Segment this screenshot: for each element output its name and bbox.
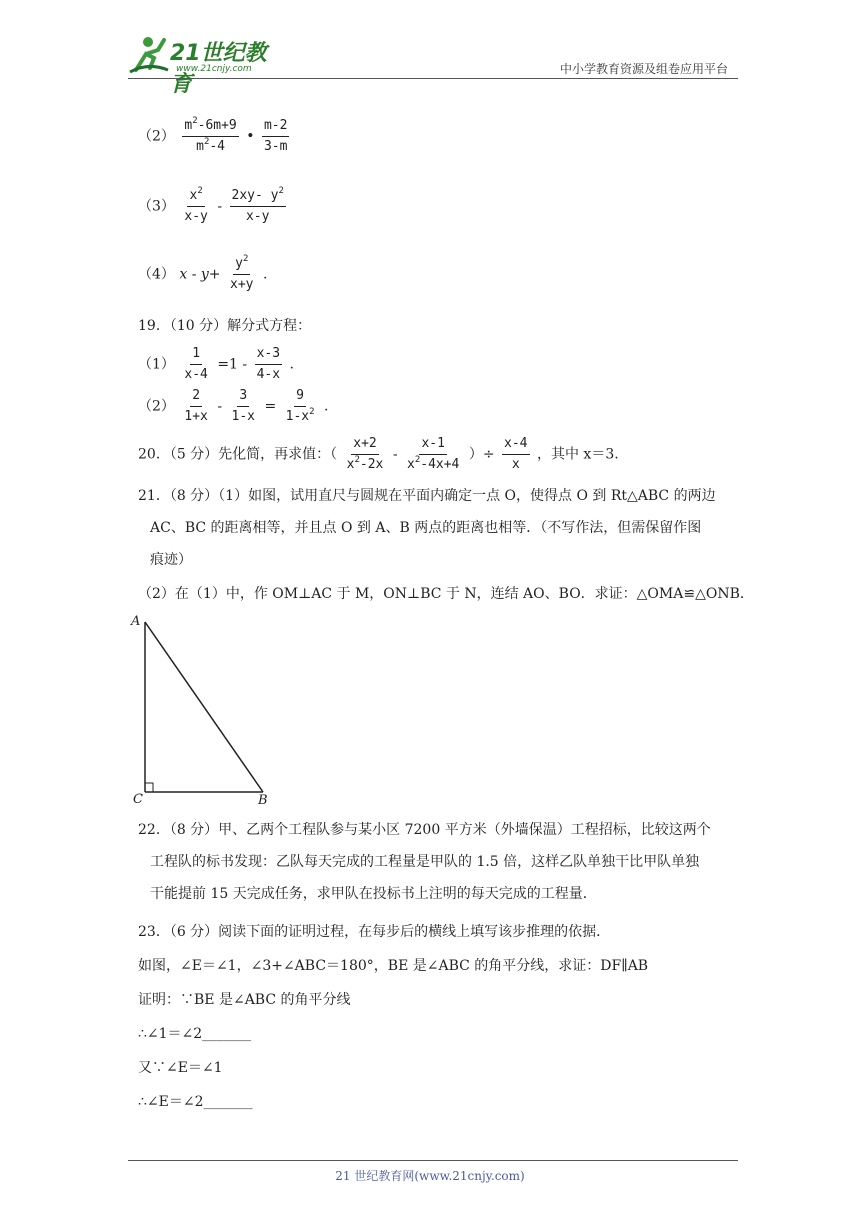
- q18-p4-fraction: $\frac{y^2}{x+y}$: [230, 254, 254, 292]
- q18-p3-label: （3）: [138, 198, 175, 215]
- q18-p3-operator: -: [217, 198, 223, 215]
- q19-p1-fraction1: $\frac{1}{x-4}$: [184, 346, 208, 382]
- q23-line3: 证明：∵BE 是∠ABC 的角平分线: [138, 992, 351, 1008]
- q20-fraction1: $\frac{x+2}{x^2-2x}$: [346, 436, 384, 472]
- q19-title: 19．（10 分）解分式方程：: [138, 318, 312, 334]
- logo-text: 21世纪教育: [170, 41, 267, 97]
- q22-line3: 干能提前 15 天完成任务，求甲队在投标书上注明的每天完成的工程量．: [150, 886, 597, 902]
- footer-divider: [128, 1160, 738, 1161]
- q20-fraction2: $\frac{x-1}{x^2-4x+4}$: [407, 436, 460, 472]
- site-logo: [128, 32, 288, 97]
- label-a: A: [131, 614, 141, 629]
- q21-line3: 痕迹）: [150, 552, 192, 568]
- q20: 20．（5 分）先化简，再求值：（ $\frac{x+2}{x^2-2x}$ - $\frac{x-1}{x^2-4x+4}$ ）÷ $\frac{x-4}{x}$ ，其中 x＝3.: [138, 436, 619, 472]
- triangle-figure: [128, 612, 278, 812]
- q22-line1: 22．（8 分）甲、乙两个工程队参与某小区 7200 平方米（外墙保温）工程招标，比较这两个: [138, 822, 711, 838]
- q19-p2-fraction1: $\frac{2}{1+x}$: [184, 388, 208, 424]
- q19-p2-fraction2: $\frac{3}{1-x}$: [231, 388, 255, 424]
- footer-text: 21 世纪教育网(www.21cnjy.com): [335, 1169, 525, 1183]
- q21-line2: AC、BC 的距离相等，并且点 O 到 A、B 两点的距离也相等．（不写作法，但需保留作图: [150, 520, 702, 536]
- q18-p2-fraction1: $\frac{m^2-6m+9}{m^2-4}$: [184, 116, 237, 154]
- label-b: B: [258, 793, 268, 808]
- q18-part2: [138, 118, 292, 155]
- q19-p1-fraction2: $\frac{x-3}{4-x}$: [256, 346, 281, 382]
- header-platform-text: 中小学教育资源及组卷应用平台: [559, 62, 728, 76]
- q21-line1: 21．（8 分）（1）如图，试用直尺与圆规在平面内确定一点 O，使得点 O 到 Rt△ABC 的两边: [138, 488, 716, 504]
- header-divider: [128, 78, 738, 79]
- q21-line4: （2）在（1）中，作 OM⊥AC 于 M，ON⊥BC 于 N，连结 AO、BO．求证：△OMA≌△ONB．: [138, 586, 754, 602]
- q18-p3-fraction2: $\frac{2xy- y^2}{x-y}$: [231, 186, 284, 224]
- q23-line6: ∴∠E＝∠2_______: [138, 1094, 253, 1110]
- q18-p4-label: （4）: [138, 266, 175, 283]
- q18-part3: [138, 188, 289, 225]
- q23-line1: 23．（6 分）阅读下面的证明过程，在每步后的横线上填写该步推理的依据．: [138, 924, 611, 940]
- q20-prefix: 20．（5 分）先化简，再求值：（: [138, 446, 338, 463]
- q19-p2-fraction3: $\frac{9}{1-x^2}$: [285, 388, 315, 424]
- q20-suffix: ，其中 x＝3.: [536, 446, 619, 463]
- q18-part4: （4） x - y+ $\frac{y^2}{x+y}$ .: [138, 254, 268, 292]
- q18-p4-prefix: x - y+: [179, 266, 221, 283]
- q18-p2-label: （2）: [138, 128, 175, 145]
- label-c: C: [133, 792, 143, 807]
- q23-line5: 又∵∠E＝∠1: [138, 1060, 223, 1076]
- q20-fraction3: $\frac{x-4}{x}$: [504, 436, 528, 472]
- q23-line4: ∴∠1＝∠2_______: [138, 1026, 252, 1042]
- q18-p2-operator: •: [246, 128, 255, 145]
- q22-line2: 工程队的标书发现：乙队每天完成的工程量是甲队的 1.5 倍，这样乙队单独干比甲队单独: [150, 854, 700, 870]
- q23-line2: 如图，∠E＝∠1，∠3+∠ABC＝180°，BE 是∠ABC 的角平分线，求证：DF∥AB: [138, 958, 649, 974]
- q19-part1: （1） $\frac{1}{x-4}$ =1 - $\frac{x-3}{4-x}$ .: [138, 346, 294, 382]
- q19-part2: （2） $\frac{2}{1+x}$ - $\frac{3}{1-x}$ = $\frac{9}{1-x^2}$ .: [138, 388, 329, 424]
- q18-p2-fraction2: $\frac{m-2}{3-m}$: [263, 118, 288, 154]
- q18-p3-fraction1: $\frac{x^2}{x-y}$: [184, 186, 208, 224]
- logo-url: www.21cnjy.com: [176, 64, 252, 74]
